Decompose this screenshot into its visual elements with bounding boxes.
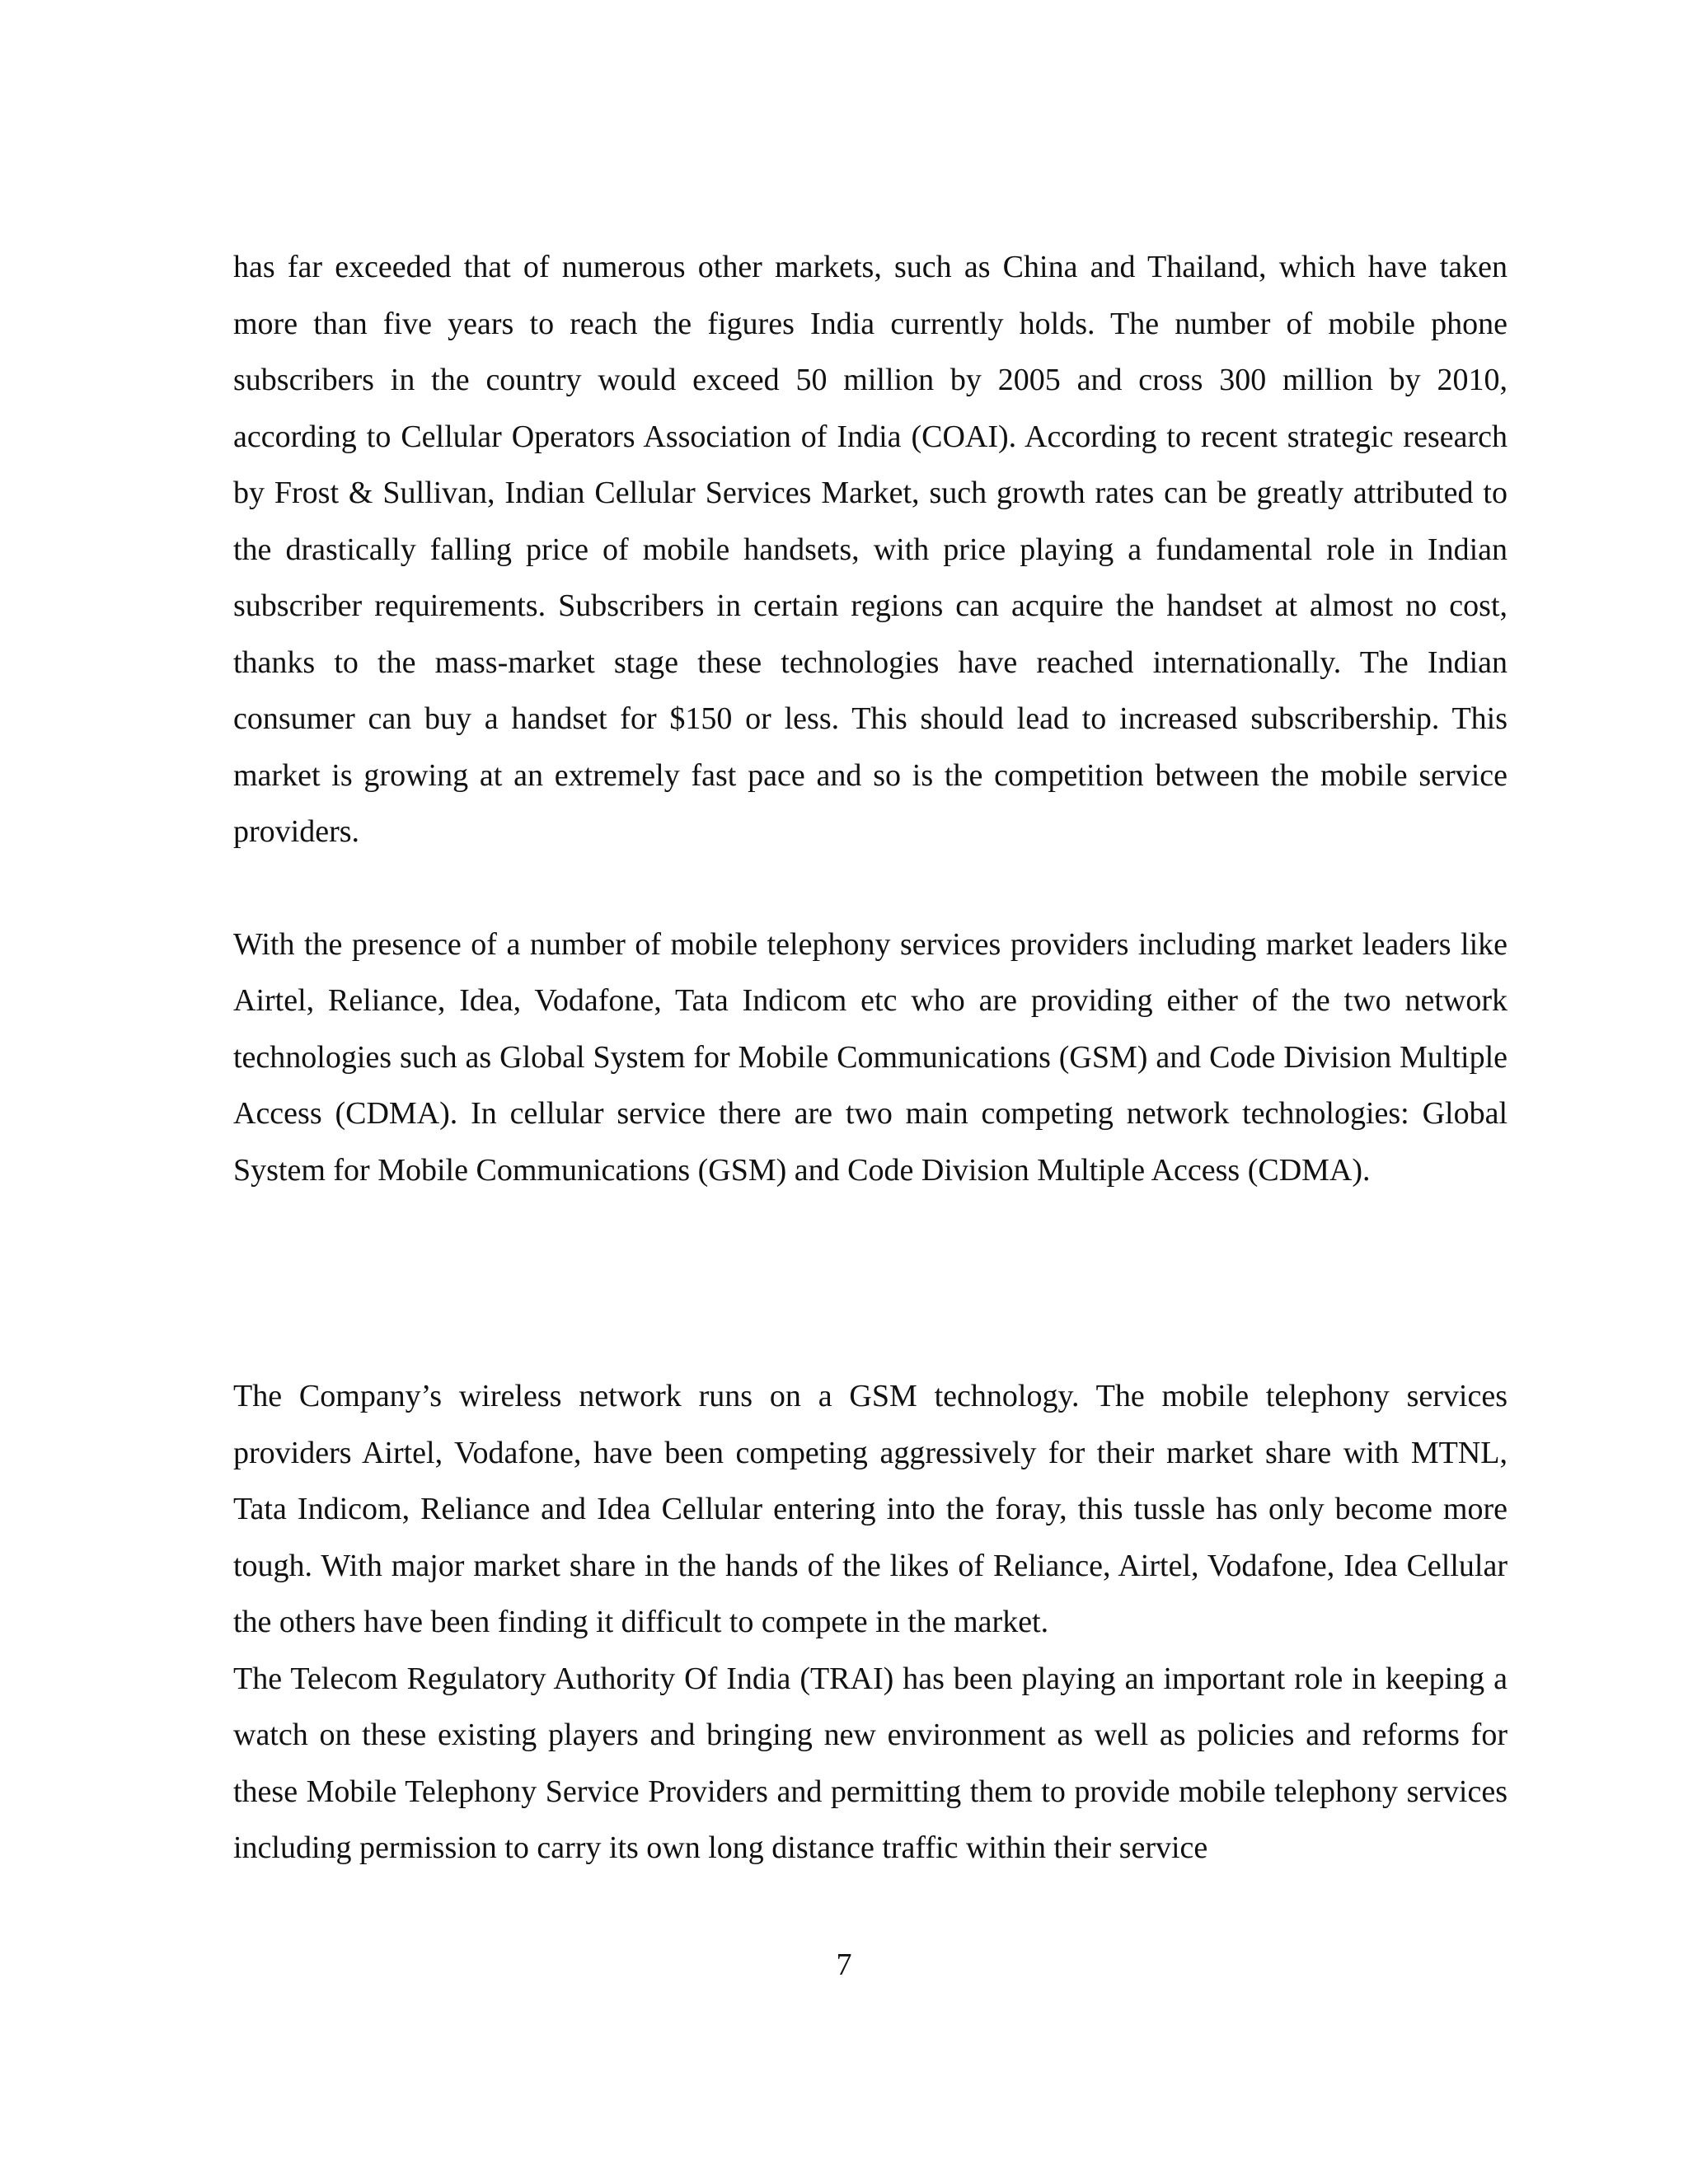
page-content bbox=[233, 239, 1507, 1877]
paragraph-trai: The Telecom Regulatory Authority Of India (TRAI) has been playing an important role in keeping a watch on these existing players and bringing new environment as well as policies and reforms for these Mobile Telephony Service Providers and permitting them to provide mobile telephony services including permission to carry its own long distance traffic within their service bbox=[233, 1661, 1507, 1865]
page-number: 7 bbox=[836, 1947, 852, 1982]
paragraph-service-providers: With the presence of a number of mobile telephony services providers including market leaders like Airtel, Reliance, Idea, Vodafone, Tata Indicom etc who are providing either of the two network technologies such as Global System for Mobile Communications (GSM) and Code Division Multiple Access (CDMA). In cellular service there are two main competing network technologies: Global System for Mobile Communications (GSM) and Code Division Multiple Access (CDMA). bbox=[233, 926, 1507, 1188]
paragraph-spacer bbox=[233, 860, 1507, 916]
paragraph-spacer bbox=[233, 1198, 1507, 1368]
paragraph-market-growth: has far exceeded that of numerous other markets, such as China and Thailand, which have taken more than five years to reach the figures India currently holds. The number of mobile phone subscribers in the country would exceed 50 million by 2005 and cross 300 million by 2010, according to Cellular Operators Association of India (COAI). According to recent strategic research by Frost & Sullivan, Indian Cellular Services Market, such growth rates can be greatly attributed to the drastically falling price of mobile handsets, with price playing a fundamental role in Indian subscriber requirements. Subscribers in certain regions can acquire the handset at almost no cost, thanks to the mass-market stage these technologies have reached internationally. The Indian consumer can buy a handset for $150 or less. This should lead to increased subscribership. This market is growing at an extremely fast pace and so is the competition between the mobile service providers. bbox=[233, 250, 1507, 849]
paragraph-company-network: The Company’s wireless network runs on a GSM technology. The mobile telephony services providers Airtel, Vodafone, have been competing aggressively for their market share with MTNL, Tata Indicom, Reliance and Idea Cellular entering into the foray, this tussle has only become more tough. With major market share in the hands of the likes of Reliance, Airtel, Vodafone, Idea Cellular the others have been finding it difficult to compete in the market. bbox=[233, 1379, 1507, 1639]
